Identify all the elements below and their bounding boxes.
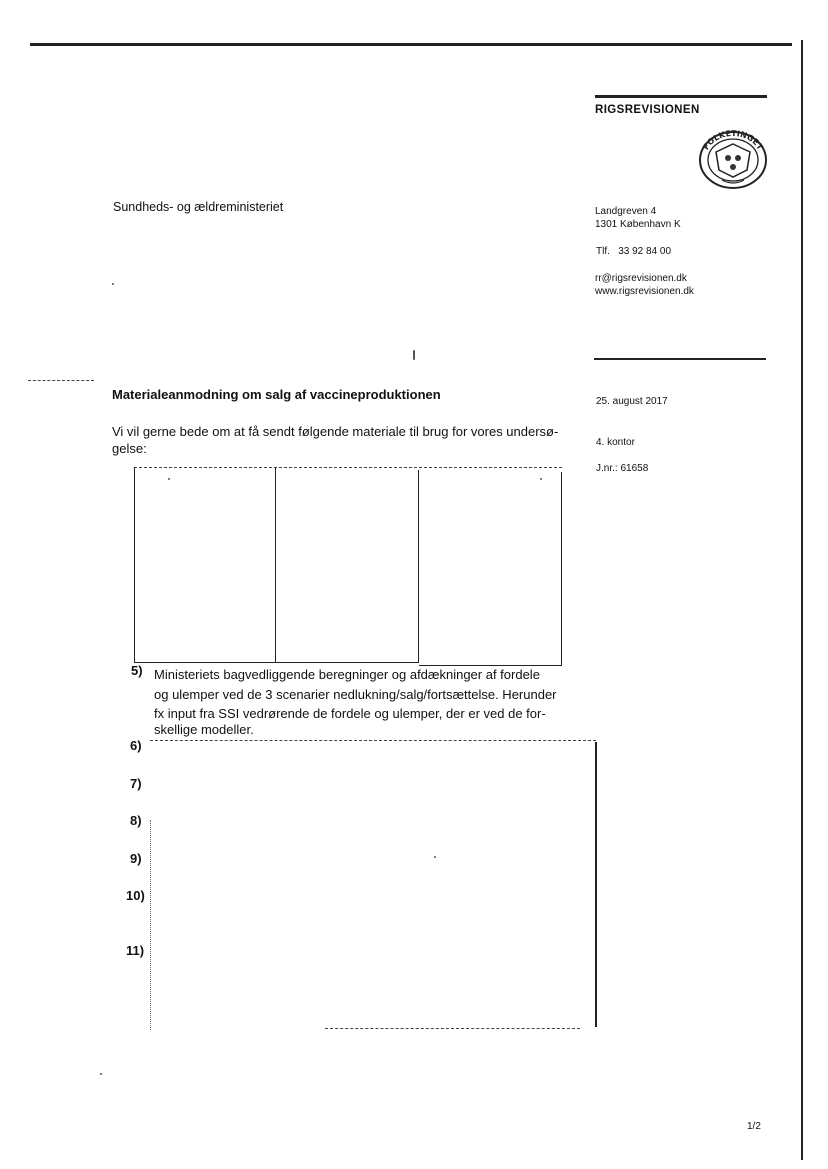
right-edge-line — [801, 40, 803, 1160]
item-8-number: 8) — [130, 813, 142, 828]
item-5-line1: Ministeriets bagvedliggende beregninger og afdækninger af fordele — [154, 667, 540, 682]
scan-speck — [112, 283, 114, 285]
item-5-line2: og ulemper ved de 3 scenarier nedlukning/salg/fortsættelse. Herunder — [154, 687, 557, 702]
scan-speck — [413, 350, 415, 360]
phone: Tlf. 33 92 84 00 — [596, 246, 672, 257]
letter-date: 25. august 2017 — [596, 396, 668, 407]
recipient: Sundheds- og ældreministeriet — [113, 200, 284, 214]
case-number: J.nr.: 61658 — [596, 463, 649, 474]
page-number: 1/2 — [747, 1121, 761, 1132]
meta-rule — [594, 358, 766, 360]
letterhead-rule — [595, 95, 767, 98]
email: rr@rigsrevisionen.dk — [595, 273, 687, 284]
address-line2: 1301 København K — [595, 219, 681, 230]
address-line1: Landgreven 4 — [595, 206, 657, 217]
scan-speck — [540, 478, 542, 480]
scan-speck — [100, 1073, 102, 1075]
folketinget-seal — [698, 130, 768, 190]
intro-line2: gelse: — [112, 441, 147, 456]
redaction-large-right — [595, 742, 597, 1027]
redaction-box-3 — [419, 472, 562, 666]
scan-speck — [434, 856, 436, 858]
redaction-large-left-dots — [150, 820, 151, 1030]
redaction-large-dashed-top — [150, 740, 596, 741]
item-11-number: 11) — [126, 943, 145, 958]
redaction-large-dashed-bottom — [325, 1028, 580, 1029]
intro-line1: Vi vil gerne bede om at få sendt følgende materiale til brug for vores undersø- — [112, 424, 559, 439]
item-10-number: 10) — [126, 888, 145, 903]
scan-speck — [168, 478, 170, 480]
item-6-number: 6) — [130, 738, 142, 753]
item-5-line3: fx input fra SSI vedrørende de fordele og ulemper, der er ved de for- — [154, 706, 546, 721]
item-5-number: 5) — [131, 663, 143, 678]
redaction-box-2 — [276, 470, 419, 663]
redaction-box-1 — [134, 467, 276, 663]
item-5-line4: skellige modeller. — [154, 722, 254, 737]
office: 4. kontor — [596, 437, 635, 448]
website: www.rigsrevisionen.dk — [595, 286, 694, 297]
fold-mark — [28, 380, 94, 381]
item-9-number: 9) — [130, 851, 142, 866]
top-rule — [30, 43, 792, 46]
org-name: RIGSREVISIONEN — [595, 104, 700, 116]
subject-heading: Materialeanmodning om salg af vaccineproduktionen — [112, 387, 441, 402]
item-7-number: 7) — [130, 776, 142, 791]
svg-text:FOLKETINGET: FOLKETINGET — [701, 130, 765, 152]
